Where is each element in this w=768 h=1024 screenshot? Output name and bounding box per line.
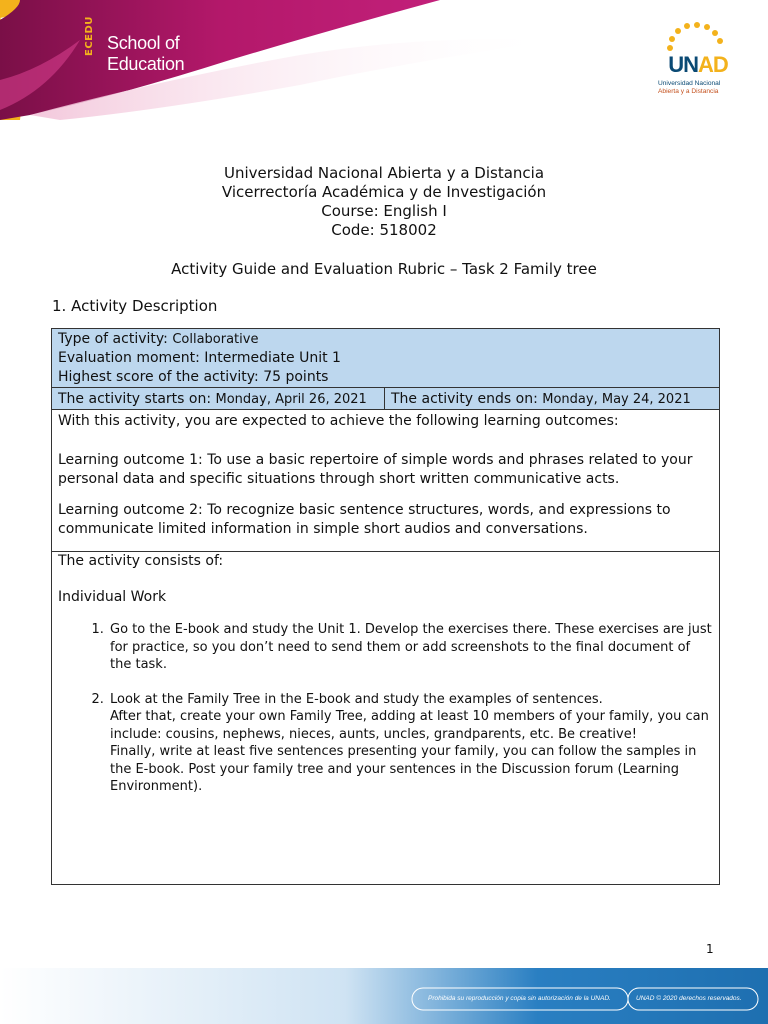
logo-subtitle-2: Abierta y a Distancia xyxy=(658,88,719,95)
document-titles xyxy=(0,164,768,240)
unad-logo xyxy=(652,18,742,95)
school-name-line2: Education xyxy=(107,54,185,74)
logo-subtitle-1: Universidad Nacional xyxy=(658,80,721,87)
university-name: Universidad Nacional Abierta y a Distancia xyxy=(223,164,545,182)
start-label: The activity starts on: xyxy=(58,391,216,407)
activity-guide-title xyxy=(0,260,768,278)
start-date-cell xyxy=(52,388,385,410)
consists-title: The activity consists of: xyxy=(58,553,224,569)
list-item: 2. Look at the Family Tree in the E-book and study the examples of sentences. After that, create your own Family Tree, adding at least 10 members of your family, you can include: cousins, nephews, nieces, aunts, uncles, grandparents, etc. Be creative! Finally, write at least five sentences presenting your family, you can follow the samples in the E-book. Post your family tree and your sentences in the Discussion forum (Learning Environment). xyxy=(108,691,713,796)
end-date: Monday, May 24, 2021 xyxy=(542,392,691,407)
page-number: 1 xyxy=(706,942,714,956)
school-name-line1: School of xyxy=(107,33,180,53)
outcomes-intro: With this activity, you are expected to achieve the following learning outcomes: xyxy=(58,413,619,429)
learning-outcomes-cell xyxy=(52,410,720,552)
activity-table xyxy=(51,328,720,885)
activity-type: Type of activity: Collaborative xyxy=(58,331,259,347)
activity-consists-cell xyxy=(52,552,720,885)
course-name: Course: English I xyxy=(321,202,447,220)
individual-work-label: Individual Work xyxy=(58,589,167,605)
steps-list xyxy=(58,621,713,796)
task-name: – Task 2 Family tree xyxy=(445,260,597,278)
ecedu-label: ECEDU xyxy=(84,16,95,56)
footer-copyright-notice: Prohibida su reproducción y copia sin autorización de la UNAD. xyxy=(428,995,611,1002)
learning-outcome-2: Learning outcome 2: To recognize basic sentence structures, words, and expressions to communicate limited information in simple short audios and conversations. xyxy=(58,502,671,537)
highest-score: Highest score of the activity: 75 points xyxy=(58,369,329,385)
course-code: Code: 518002 xyxy=(331,221,437,239)
section-title: 1. Activity Description xyxy=(52,297,218,315)
activity-guide-label: Activity Guide and Evaluation Rubric xyxy=(171,260,446,278)
end-label: The activity ends on: xyxy=(391,391,543,407)
learning-outcome-1: Learning outcome 1: To use a basic repertoire of simple words and phrases related to your personal data and specific situations through short written communicative acts. xyxy=(58,452,693,487)
evaluation-moment: Evaluation moment: Intermediate Unit 1 xyxy=(58,350,341,366)
start-date: Monday, April 26, 2021 xyxy=(215,392,367,407)
logo-wordmark: UNAD xyxy=(668,52,728,77)
list-item: 1. Go to the E-book and study the Unit 1. Develop the exercises there. These exercises are just for practice, so you don’t need to send them or add screenshots to the final document of the task. xyxy=(108,621,713,674)
activity-info-cell xyxy=(52,329,720,388)
vice-rectory: Vicerrectoría Académica y de Investigación xyxy=(221,183,547,201)
end-date-cell xyxy=(385,388,720,410)
footer-rights: UNAD © 2020 derechos reservados. xyxy=(636,995,742,1002)
